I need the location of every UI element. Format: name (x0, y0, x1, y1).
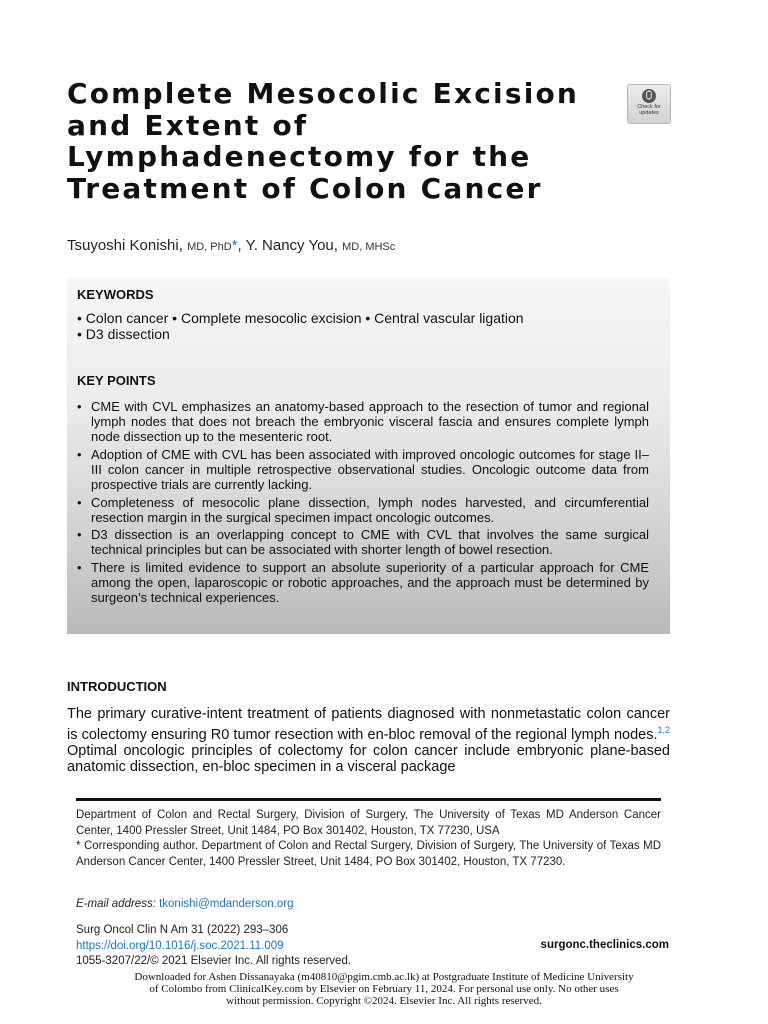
author-separator: , (237, 237, 242, 254)
affiliation-text: Department of Colon and Rectal Surgery, Division of Surgery, The University of Texas MD Anderson Cancer Center, 1400 Pressler Street, Unit 1484, PO Box 301402, Houston, TX 77230, USA (76, 809, 661, 837)
title-line-1: Complete Mesocolic Excision (67, 77, 580, 110)
reference-link[interactable]: 1,2 (657, 725, 670, 735)
journal-website[interactable]: surgonc.theclinics.com (540, 939, 669, 951)
keywords-line-2: • D3 dissection (77, 326, 170, 342)
badge-text-1: Check for (637, 104, 661, 110)
key-point-item: • Adoption of CME with CVL has been associated with improved oncologic outcomes for stage II–III colon cancer in multiple retrospective observational studies. Oncologic outcome data from prospective trials are currently lacking. (77, 447, 649, 492)
email-link[interactable]: tkonishi@mdanderson.org (159, 898, 294, 910)
citation-block (76, 923, 351, 970)
intro-text-2: Optimal oncologic principles of colectomy for colon cancer include embryonic plane-based anatomic dissection, en-bloc specimen in a visceral package (67, 742, 670, 775)
email-label: E-mail address: (76, 898, 156, 910)
key-points-list (77, 399, 649, 608)
author-list (67, 237, 395, 254)
key-points-heading: KEY POINTS (77, 373, 156, 388)
badge-text-2: updates (639, 110, 659, 116)
author-2: Y. Nancy You, (245, 237, 338, 254)
download-notice: Downloaded for Ashen Dissanayaka (m40810@pgim.cmb.ac.lk) at Postgraduate Institute of Medicine University of Colombo from ClinicalKey.com by Elsevier on February 11, 2024. For personal use only. No other uses without permission. Copyright ©2024. Elsevier Inc. All rights reserved. (134, 971, 634, 1007)
key-point-item: • Completeness of mesocolic plane dissection, lymph nodes harvested, and circumferential resection margin in the surgical specimen impact oncologic outcomes. (77, 495, 649, 525)
introduction-paragraph (67, 706, 670, 775)
footnote-divider (76, 798, 661, 801)
check-for-updates-icon (641, 88, 657, 104)
doi-link[interactable]: https://doi.org/10.1016/j.soc.2021.11.009 (76, 939, 284, 952)
introduction-heading: INTRODUCTION (67, 679, 167, 694)
title-line-3: Lymphadenectomy for the (67, 140, 532, 173)
issn-copyright: 1055-3207/22/© 2021 Elsevier Inc. All rights reserved. (76, 955, 352, 967)
corresponding-author-text: * Corresponding author. Department of Colon and Rectal Surgery, Division of Surgery, The University of Texas MD Anderson Cancer Center, 1400 Pressler Street, Unit 1484, PO Box 301402, Houston, TX 77230. (76, 840, 661, 868)
author-1: Tsuyoshi Konishi, (67, 237, 183, 254)
key-point-item: • D3 dissection is an overlapping concept to CME with CVL that involves the same surgical technical principles but can be associated with shorter length of bowel resection. (77, 527, 649, 557)
author-1-credentials: MD, PhD (187, 241, 232, 253)
affiliation-footnote (76, 808, 661, 870)
key-point-item: • There is limited evidence to support an absolute superiority of a particular approach for CME among the open, laparoscopic or robotic approaches, and the approach must be determined by surgeon’s technical experiences. (77, 560, 649, 605)
keywords-line-1: • Colon cancer • Complete mesocolic excision • Central vascular ligation (77, 310, 524, 326)
check-for-updates-button[interactable] (627, 84, 671, 124)
keywords-keypoints-box (67, 278, 670, 634)
journal-citation: Surg Oncol Clin N Am 31 (2022) 293–306 (76, 924, 289, 936)
intro-text-1: The primary curative-intent treatment of patients diagnosed with nonmetastatic colon cancer is colectomy ensuring R0 tumor resection with en-bloc removal of the regional lymph nodes. (67, 706, 670, 743)
keywords-heading: KEYWORDS (77, 287, 154, 302)
author-2-credentials: MD, MHSc (342, 241, 396, 253)
corresponding-author-marker[interactable]: * (231, 237, 238, 254)
key-point-item: • CME with CVL emphasizes an anatomy-based approach to the resection of tumor and regional lymph nodes that does not breach the embryonic visceral fascia and ensures complete lymph node dissection up to the mesenteric root. (77, 399, 649, 444)
article-title (67, 78, 607, 204)
title-line-4: Treatment of Colon Cancer (67, 171, 543, 205)
email-line (76, 898, 294, 910)
title-line-2: and Extent of (67, 108, 309, 142)
